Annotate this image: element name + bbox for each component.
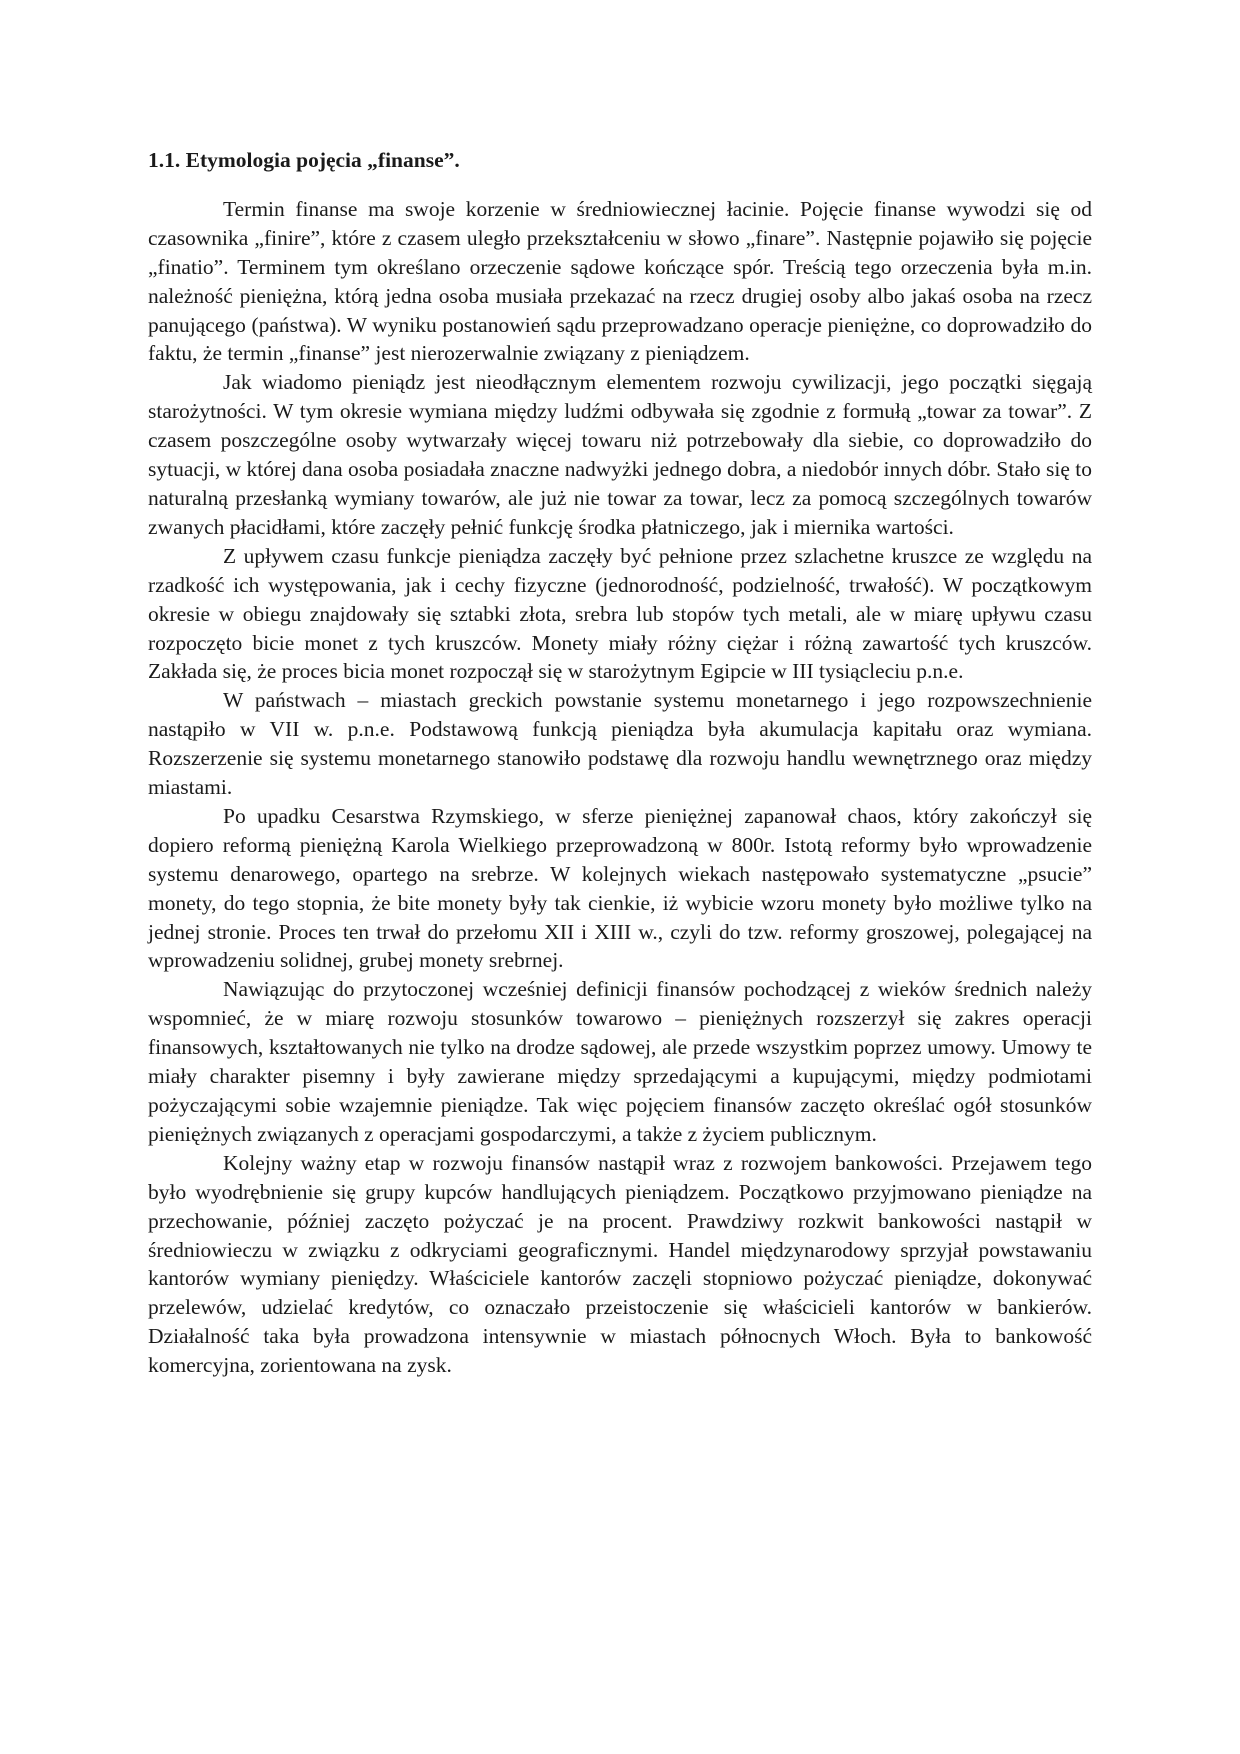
- document-body: [148, 146, 1092, 1380]
- paragraph-etymology: Termin finanse ma swoje korzenie w średniowiecznej łacinie. Pojęcie finanse wywodzi się od czasownika „finire”, które z czasem uległo przekształceniu w słowo „finare”. Następnie pojawiło się pojęcie „finatio”. Terminem tym określano orzeczenie sądowe kończące spór. Treścią tego orzeczenia była m.in. należność pieniężna, którą jedna osoba musiała przekazać na rzecz drugiej osoby albo jakaś osoba na rzecz panującego (państwa). W wyniku postanowień sądu przeprowadzano operacje pieniężne, co doprowadziło do faktu, że termin „finanse” jest nierozerwalnie związany z pieniądzem.: [148, 196, 1092, 366]
- section-heading: 1.1. Etymologia pojęcia „finanse”.: [148, 148, 460, 172]
- paragraph-precious-metals: Z upływem czasu funkcje pieniądza zaczęły być pełnione przez szlachetne kruszce ze względu na rzadkość ich występowania, jak i cechy fizyczne (jednorodność, podzielność, trwałość). W początkowym okresie w obiegu znajdowały się sztabki złota, srebra lub stopów tych metali, ale w miarę upływu czasu rozpoczęto bicie monet z tych kruszców. Monety miały różny ciężar i różną zawartość tych kruszców. Zakłada się, że proces bicia monet rozpoczął się w starożytnym Egipcie w III tysiącleciu p.n.e.: [148, 543, 1092, 684]
- paragraph-roman-empire: Po upadku Cesarstwa Rzymskiego, w sferze pieniężnej zapanował chaos, który zakończył się dopiero reformą pieniężną Karola Wielkiego przeprowadzoną w 800r. Istotą reformy było wprowadzenie systemu denarowego, opartego na srebrze. W kolejnych wiekach następowało systematyczne „psucie” monety, do tego stopnia, że bite monety były tak cienkie, iż wybicie wzoru monety było możliwe tylko na jednej stronie. Proces ten trwał do przełomu XII i XIII w., czyli do tzw. reformy groszowej, polegającej na wprowadzeniu solidnej, grubej monety srebrnej.: [148, 803, 1092, 973]
- paragraph-greek-cities: W państwach – miastach greckich powstanie systemu monetarnego i jego rozpowszechnienie nastąpiło w VII w. p.n.e. Podstawową funkcją pieniądza była akumulacja kapitału oraz wymiana. Rozszerzenie się systemu monetarnego stanowiło podstawę dla rozwoju handlu wewnętrznego oraz między miastami.: [148, 688, 1092, 800]
- paragraph-contracts: Nawiązując do przytoczonej wcześniej definicji finansów pochodzącej z wieków średnich należy wspomnieć, że w miarę rozwoju stosunków towarowo – pieniężnych rozszerzył się zakres operacji finansowych, kształtowanych nie tylko na drodze sądowej, ale przede wszystkim poprzez umowy. Umowy te miały charakter pisemny i były zawierane między sprzedającymi a kupującymi, między podmiotami pożyczającymi sobie wzajemnie pieniądze. Tak więc pojęciem finansów zaczęto określać ogół stosunków pieniężnych związanych z operacjami gospodarczymi, a także z życiem publicznym.: [148, 977, 1092, 1146]
- paragraph-banking: Kolejny ważny etap w rozwoju finansów nastąpił wraz z rozwojem bankowości. Przejawem tego było wyodrębnienie się grupy kupców handlujących pieniądzem. Początkowo przyjmowano pieniądze na przechowanie, później zaczęto pożyczać je na procent. Prawdziwy rozkwit bankowości nastąpił w średniowieczu w związku z odkryciami geograficznymi. Handel międzynarodowy sprzyjał powstawaniu kantorów wymiany pieniędzy. Właściciele kantorów zaczęli stopniowo pożyczać pieniądze, dokonywać przelewów, udzielać kredytów, co oznaczało przeistoczenie się właścicieli kantorów w bankierów. Działalność taka była prowadzona intensywnie w miastach północnych Włoch. Była to bankowość komercyjna, zorientowana na zysk.: [148, 1150, 1092, 1378]
- paragraph-origins-of-money: Jak wiadomo pieniądz jest nieodłącznym elementem rozwoju cywilizacji, jego początki sięgają starożytności. W tym okresie wymiana między ludźmi odbywała się zgodnie z formułą „towar za towar”. Z czasem poszczególne osoby wytwarzały więcej towaru niż potrzebowały dla siebie, co doprowadziło do sytuacji, w której dana osoba posiadała znaczne nadwyżki jednego dobra, a niedobór innych dóbr. Stało się to naturalną przesłanką wymiany towarów, ale już nie towar za towar, lecz za pomocą szczególnych towarów zwanych płacidłami, które zaczęły pełnić funkcję środka płatniczego, jak i miernika wartości.: [148, 370, 1092, 539]
